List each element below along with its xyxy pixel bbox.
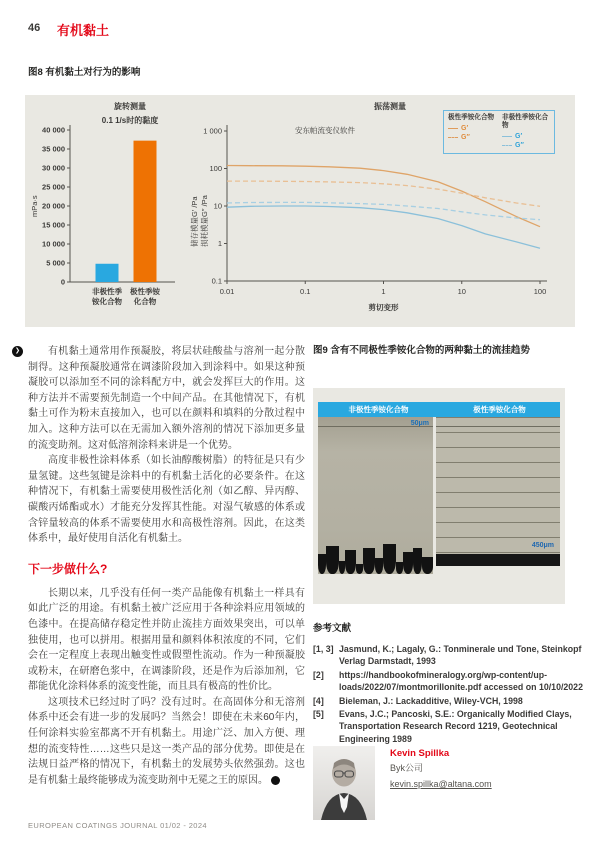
article-end-icon: ◀ <box>271 776 280 785</box>
svg-text:10 000: 10 000 <box>42 239 65 249</box>
references-heading: 参考文献 <box>313 623 352 634</box>
figure9-photo-panel <box>313 388 565 604</box>
paragraph: 有机黏土通常用作预凝胶，将层状硅酸盐与溶剂一起分散制得。这种预凝胶通常在调漆阶段加入到涂料中。如果这种预凝胶可以添加至不同的涂料配方中，就会发挥巨大的作用。这种方法并不需要预先制造一个中间产品。在其他情况下，有机黏土可作为粉末直接加入，也可以在颜料和填料的分散过程中加入。这种方法可以在无需加入额外溶剂的情况下添加更多量的流变助剂。这对低溶剂涂料来讲是一个优势。 <box>28 346 305 451</box>
paint-drip <box>318 554 326 574</box>
photo-bottom-edge <box>436 554 560 566</box>
paragraph: 长期以来，几乎没有任何一类产品能像有机黏土一样具有如此广泛的用途。有机黏土被广泛应用于各种涂料应用领域的色漆中。在提高储存稳定性并防止流挂方面效果突出，可以单独使用，也可以拼用。根据用量和颜料体积浓度的不同，它们会在一定程度上表现出触变性或假塑性流动。作为一种预凝胶或粉末，在研磨色浆中，在调漆阶段，还是作为后添加剂，它都能优化涂料体系的流变性能，而且具有极高的性价比。 <box>28 587 305 693</box>
continue-marker-icon: ❯ <box>12 346 23 357</box>
figure9-header-bar <box>318 402 560 417</box>
svg-text:15 000: 15 000 <box>42 220 65 230</box>
section-title: 有机黏土 <box>57 23 110 38</box>
svg-text:35 000: 35 000 <box>42 144 65 154</box>
nonpolar-photo-label: 非极性季铵化合物 <box>348 405 409 414</box>
orange-dashed-line-sample <box>448 137 458 138</box>
svg-text:1: 1 <box>381 287 386 296</box>
paint-drip <box>375 558 383 574</box>
article-left-column <box>28 344 305 788</box>
author-info <box>390 746 492 820</box>
sag-test-photo-polar <box>436 417 560 566</box>
paint-drip <box>422 557 433 574</box>
reference-item: [1, 3] Jasmund, K.; Lagaly, G.: Tonminerale und Tone, Steinkopf Verlag Darmstadt, 1993 <box>313 644 582 667</box>
blue-solid-line-sample <box>502 136 512 137</box>
paint-drip <box>363 548 374 574</box>
svg-text:40 000: 40 000 <box>42 125 65 135</box>
figure9-caption: 图9 含有不同极性季铵化合物的两种黏土的流挂趋势 <box>313 345 530 356</box>
figure8-caption: 图8 有机黏土对行为的影响 <box>28 67 141 78</box>
svg-text:20 000: 20 000 <box>42 201 65 211</box>
reference-item: [5] Evans, J.C.; Pancoski, S.E.: Organically Modified Clays, Transportation Research Record 1219, Geotechnical Engineering 1989 <box>313 709 572 744</box>
reference-item: [2] https://handbookofmineralogy.org/wp-content/up-loads/2022/07/montmorillonite.pdf accessed on 10/10/2022 <box>313 669 583 693</box>
paint-drip <box>413 548 421 574</box>
svg-text:10: 10 <box>213 201 222 211</box>
legend-entry-nonpolar-gprime: G′ <box>502 132 552 141</box>
legend-polar-column <box>448 114 498 150</box>
svg-text:5 000: 5 000 <box>46 258 65 268</box>
svg-text:剪切变形: 剪切变形 <box>368 303 399 312</box>
line-chart-legend <box>443 110 555 154</box>
legend-entry-polar-gprime: G′ <box>448 124 498 133</box>
paint-drip <box>345 550 355 574</box>
author-email-link[interactable]: kevin.spillka@altana.com <box>390 779 492 789</box>
svg-text:极性季铵化合物: 极性季铵化合物 <box>130 287 160 306</box>
next-steps-heading: 下一步做什么? <box>28 561 108 576</box>
blue-dashed-line-sample <box>502 145 512 146</box>
svg-text:1: 1 <box>217 239 222 248</box>
svg-text:0.01: 0.01 <box>219 287 235 296</box>
journal-footer: EUROPEAN COATINGS JOURNAL 01/02 - 2024 <box>28 821 208 830</box>
reference-item: [4] Bieleman, J.: Lackadditive, Wiley-VCH, 1998 <box>313 695 523 706</box>
svg-text:10: 10 <box>457 287 466 296</box>
svg-text:100: 100 <box>209 164 222 173</box>
svg-text:1 000: 1 000 <box>203 126 222 136</box>
references-section <box>313 620 583 746</box>
film-thickness-label-right: 450μm <box>531 542 554 549</box>
orange-solid-line-sample <box>448 128 458 129</box>
author-company: Byk公司 <box>390 763 424 773</box>
svg-text:100: 100 <box>533 287 547 296</box>
author-block <box>313 746 581 820</box>
page-number: 46 <box>28 22 41 34</box>
svg-text:0.1: 0.1 <box>211 276 222 286</box>
svg-text:25 000: 25 000 <box>42 182 65 192</box>
paragraph: 这项技术已经过时了吗？没有过时。在高固体分和无溶剂体系中还会有进一步的发展吗？当然会！即使在未来60年内，任何涂料实验室都离不开有机黏土。用途广泛、加入方便、理想的流变特性……这些只是这一类产品的部分优势。即使是在法规日益严格的情况下，有机黏土的发展势头依然强劲。这也是有机黏土最终能够成为流变助剂中无冕之王的原因。 ◀ <box>28 696 305 786</box>
film-thickness-label-left: 50μm <box>410 420 429 427</box>
legend-nonpolar-title: 非极性季铵化合物 <box>502 114 549 129</box>
paint-sag-drips <box>318 544 433 574</box>
figure8-chart-panel <box>25 95 575 327</box>
paint-drip <box>326 546 338 574</box>
author-portrait-photo <box>313 746 375 820</box>
scribe-line <box>436 426 560 427</box>
svg-text:非极性季铵化合物: 非极性季铵化合物 <box>92 287 122 306</box>
paint-drip <box>403 552 413 574</box>
svg-text:0: 0 <box>60 277 65 287</box>
paint-drip <box>383 544 396 574</box>
paint-drip <box>396 562 403 574</box>
author-name: Kevin Spillka <box>390 748 450 759</box>
paint-drip <box>356 564 364 574</box>
svg-text:0.1: 0.1 <box>300 287 311 296</box>
legend-nonpolar-column <box>502 114 552 150</box>
paragraph: 高度非极性涂料体系（如长油醇酸树脂）的特征是只有少量氢键。这些氢键是涂料中的有机黏土活化的必要条件。在这种情况下，有机黏土需要使用极性活化剂（如乙醇、异丙醇、碳酸丙烯酯或水）才能充分发挥其性能。对湿气敏感的体系或含锌量较高的体系不需要使用水和高极性溶剂。因此，在这类体系中，最好使用自活化有机黏土。 <box>28 455 305 545</box>
sag-test-photo-nonpolar <box>318 417 433 574</box>
bar-chart-title: 0.1 1/s时的黏度 <box>101 116 159 125</box>
rheometer-software-annotation: 安东帕流变仪软件 <box>295 126 355 135</box>
legend-polar-title: 极性季铵化合物 <box>448 114 495 121</box>
svg-text:mPa·s: mPa·s <box>30 195 39 217</box>
rotational-measurement-label: 旋转测量 <box>114 102 146 111</box>
legend-entry-nonpolar-gdprime: G″ <box>502 141 552 150</box>
oscillation-measurement-label: 振荡测量 <box>374 102 406 111</box>
svg-text:30 000: 30 000 <box>42 163 65 173</box>
paint-drip <box>339 561 346 574</box>
polar-photo-label: 极性季铵化合物 <box>473 405 526 414</box>
legend-entry-polar-gdprime: G″ <box>448 133 498 142</box>
svg-text:储存模量G′ /Pa损耗模量G″ /Pa: 储存模量G′ /Pa损耗模量G″ /Pa <box>190 195 209 247</box>
